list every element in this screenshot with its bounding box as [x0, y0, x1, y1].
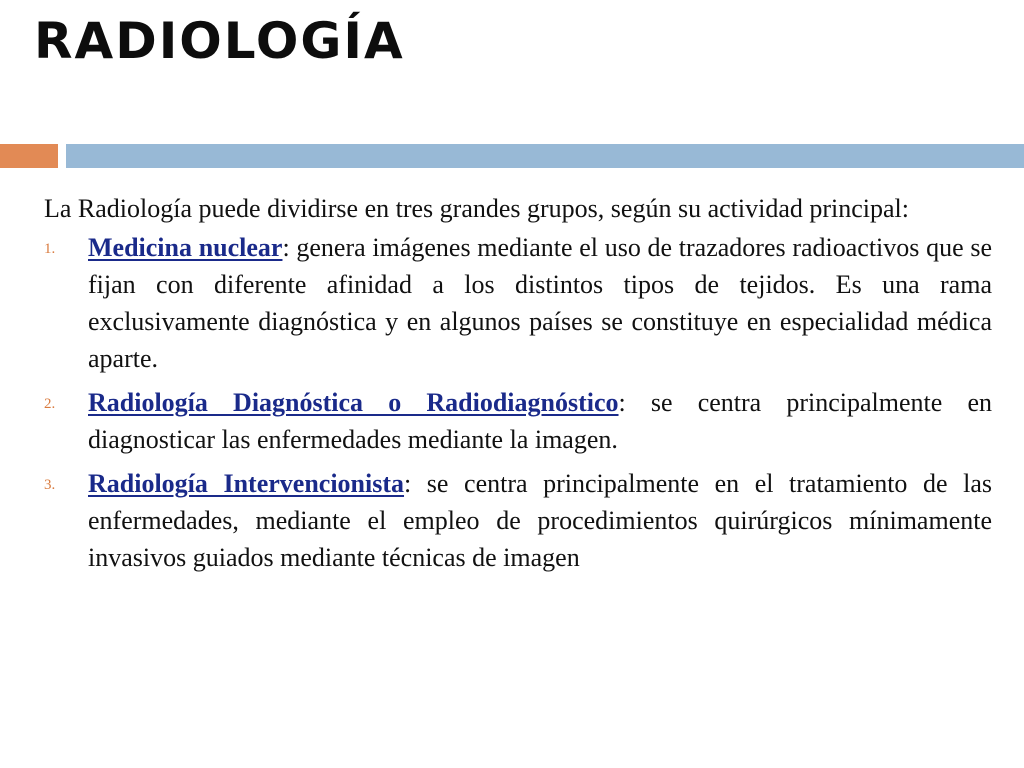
item-description: : se centra principalmente en el tratamiento de las enfermedades, mediante el empleo de procedimientos quirúrgicos mínimamente invasivos guiados mediante técnicas de imagen [88, 469, 992, 572]
term-radiologia-intervencionista: Radiología Intervencionista [88, 469, 405, 498]
list-item-number: 1. [44, 241, 56, 257]
list-item [44, 229, 992, 377]
term-radiologia-diagnostica: Radiología Diagnóstica o Radiodiagnóstico [88, 388, 619, 417]
intro-paragraph: La Radiología puede dividirse en tres grandes grupos, según su actividad principal: [44, 194, 909, 223]
accent-bar-blue [66, 144, 1024, 168]
radiology-groups-list [44, 229, 992, 576]
item-description: : se centra principalmente en diagnosticar las enfermedades mediante la imagen. [88, 388, 992, 454]
item-description: : genera imágenes mediante el uso de trazadores radioactivos que se fijan con diferente afinidad a los distintos tipos de tejidos. Es una rama exclusivamente diagnóstica y en algunos países se constituye en especialidad médica aparte. [88, 233, 992, 373]
list-item-number: 3. [44, 477, 56, 493]
term-medicina-nuclear: Medicina nuclear [88, 233, 283, 262]
list-item [44, 384, 992, 458]
list-item [44, 465, 992, 576]
accent-bar-orange [0, 144, 58, 168]
slide-content [44, 190, 992, 583]
slide-title: RADIOLOGÍA [34, 12, 405, 70]
list-item-number: 2. [44, 396, 56, 412]
